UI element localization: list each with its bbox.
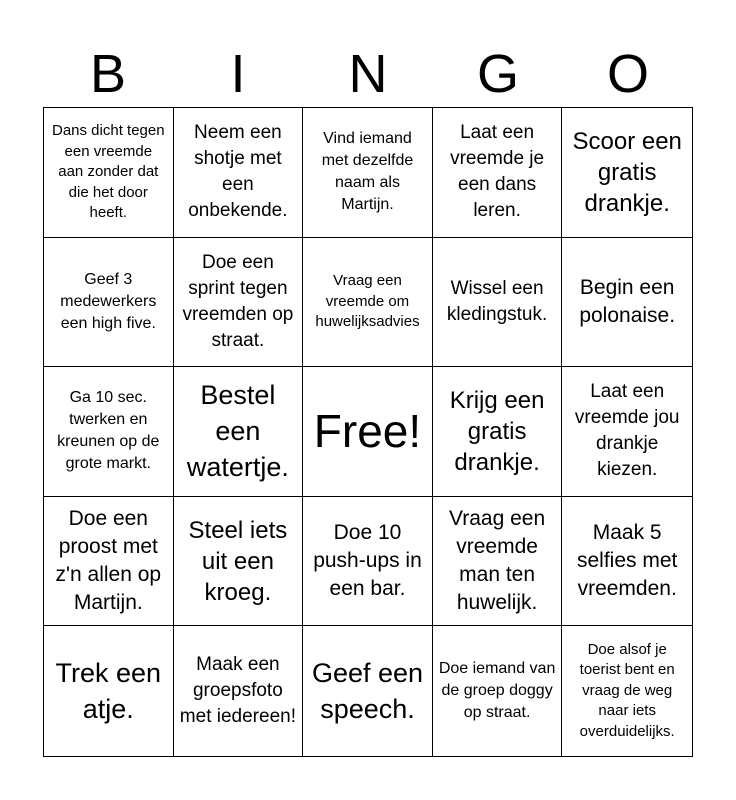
bingo-cell[interactable] bbox=[303, 238, 433, 368]
cell-text: Steel iets uit een kroeg. bbox=[188, 516, 288, 606]
bingo-cell[interactable] bbox=[433, 238, 563, 368]
cell-text: Doe iemand van de groep doggy op straat. bbox=[438, 660, 556, 722]
cell-text: Dans dicht tegen een vreemde aan zonder dat die het door heeft. bbox=[52, 122, 165, 222]
bingo-cell[interactable] bbox=[44, 367, 174, 497]
bingo-cell[interactable] bbox=[44, 238, 174, 368]
cell-text: Maak een groepsfoto met iedereen! bbox=[179, 654, 296, 728]
header-letter-i: I bbox=[230, 44, 246, 104]
bingo-cell[interactable] bbox=[44, 626, 174, 756]
cell-text: Laat een vreemde je een dans leren. bbox=[450, 122, 545, 222]
cell-text: Krijg een gratis drankje. bbox=[449, 386, 545, 476]
bingo-cell[interactable] bbox=[562, 497, 692, 627]
bingo-cell[interactable] bbox=[562, 367, 692, 497]
bingo-cell[interactable] bbox=[562, 238, 692, 368]
cell-text: Vraag een vreemde man ten huwelijk. bbox=[449, 507, 546, 615]
cell-text: Bestel een watertje. bbox=[186, 380, 289, 483]
header-letter-n: N bbox=[348, 44, 388, 104]
cell-text: Doe 10 push-ups in een bar. bbox=[313, 521, 422, 601]
cell-text: Vraag een vreemde om huwelijksadvies bbox=[315, 272, 420, 331]
bingo-cell[interactable] bbox=[174, 367, 304, 497]
free-space-label: Free! bbox=[313, 405, 422, 458]
cell-text: Doe alsof je toerist bent en vraag de weg naar iets overduidelijks. bbox=[579, 640, 675, 740]
cell-text: Scoor een gratis drankje. bbox=[572, 127, 682, 217]
free-space-cell[interactable] bbox=[303, 367, 433, 497]
bingo-cell[interactable] bbox=[562, 108, 692, 238]
cell-text: Doe een sprint tegen vreemden op straat. bbox=[182, 251, 294, 351]
bingo-cell[interactable] bbox=[433, 108, 563, 238]
bingo-cell[interactable] bbox=[303, 626, 433, 756]
cell-text: Maak 5 selfies met vreemden. bbox=[577, 521, 678, 601]
bingo-cell[interactable] bbox=[174, 497, 304, 627]
header-letter-o: O bbox=[606, 44, 649, 104]
bingo-cell[interactable] bbox=[433, 626, 563, 756]
cell-text: Trek een atje. bbox=[55, 658, 162, 725]
bingo-cell[interactable] bbox=[433, 497, 563, 627]
header-letter-b: B bbox=[89, 44, 127, 104]
cell-text: Vind iemand met dezelfde naam als Martijn. bbox=[321, 130, 414, 214]
bingo-cell[interactable] bbox=[174, 626, 304, 756]
bingo-card-grid bbox=[43, 107, 693, 757]
cell-text: Ga 10 sec. twerken en kreunen op de grote markt. bbox=[57, 389, 160, 473]
bingo-cell[interactable] bbox=[174, 238, 304, 368]
header-letter-g: G bbox=[476, 44, 519, 104]
cell-text: Doe een proost met z'n allen op Martijn. bbox=[55, 507, 162, 615]
bingo-header bbox=[43, 40, 693, 108]
cell-text: Geef 3 medewerkers een high five. bbox=[60, 270, 157, 332]
cell-text: Begin een polonaise. bbox=[579, 275, 676, 327]
cell-text: Wissel een kledingstuk. bbox=[446, 277, 548, 325]
cell-text: Geef een speech. bbox=[311, 658, 424, 725]
cell-text: Neem een shotje met een onbekende. bbox=[188, 122, 288, 222]
bingo-cell[interactable] bbox=[433, 367, 563, 497]
bingo-cell[interactable] bbox=[303, 108, 433, 238]
cell-text: Laat een vreemde jou drankje kiezen. bbox=[574, 381, 680, 481]
bingo-cell[interactable] bbox=[44, 108, 174, 238]
bingo-cell[interactable] bbox=[174, 108, 304, 238]
bingo-cell[interactable] bbox=[303, 497, 433, 627]
bingo-cell[interactable] bbox=[562, 626, 692, 756]
bingo-cell[interactable] bbox=[44, 497, 174, 627]
